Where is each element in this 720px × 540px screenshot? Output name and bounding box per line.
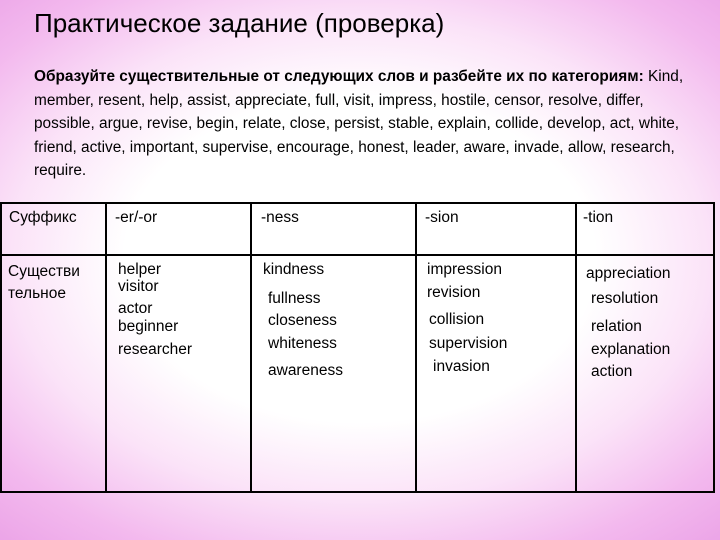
word-visitor: visitor — [118, 278, 159, 295]
task-text — [34, 65, 704, 183]
word-helper: helper — [118, 261, 162, 278]
row-label: Существи тельное — [8, 263, 80, 302]
task-instruction: Образуйте существительные от следующих слов и разбейте их по категориям: — [34, 68, 649, 85]
header-suffix-er-or: -er/-or — [115, 209, 158, 226]
column-er-or — [106, 255, 251, 492]
header-cell-ness — [251, 203, 416, 255]
word-researcher: researcher — [118, 341, 193, 358]
word-relation: relation — [591, 318, 642, 335]
page-title: Практическое задание (проверка) — [34, 8, 445, 38]
column-ness — [251, 255, 416, 492]
word-impression: impression — [427, 261, 502, 278]
header-suffix-ness: -ness — [261, 209, 299, 226]
table-row — [1, 255, 714, 492]
word-actor: actor — [118, 300, 153, 317]
word-action: action — [591, 363, 633, 380]
word-collision: collision — [429, 311, 485, 328]
word-revision: revision — [427, 284, 481, 301]
word-appreciation: appreciation — [586, 265, 671, 282]
header-cell-label — [1, 203, 106, 255]
word-invasion: invasion — [433, 358, 490, 375]
column-sion — [416, 255, 576, 492]
header-cell-sion — [416, 203, 576, 255]
table-header-row — [1, 203, 714, 255]
word-awareness: awareness — [268, 362, 343, 379]
row-label-cell — [1, 255, 106, 492]
suffix-table — [0, 202, 715, 493]
word-closeness: closeness — [268, 312, 337, 329]
word-resolution: resolution — [591, 290, 659, 307]
header-cell-er-or — [106, 203, 251, 255]
task-word-list: Kind, member, resent, help, assist, appreciate, full, visit, impress, hostile, censor, resolve, differ, possible, argue, revise, begin, relate, close, persist, stable, explain, collide, develop, act, white, friend, active, important, supervise, encourage, honest, leader, aware, invade, allow, research, require. — [34, 68, 684, 179]
header-suffix-sion: -sion — [425, 209, 459, 226]
word-whiteness: whiteness — [268, 335, 337, 352]
column-tion — [576, 255, 714, 492]
header-cell-tion — [576, 203, 714, 255]
word-kindness: kindness — [263, 261, 325, 278]
header-suffix-tion: -tion — [583, 209, 614, 226]
word-fullness: fullness — [268, 290, 321, 307]
word-beginner: beginner — [118, 318, 179, 335]
word-supervision: supervision — [429, 335, 508, 352]
header-label: Суффикс — [9, 209, 77, 226]
word-explanation: explanation — [591, 341, 671, 358]
